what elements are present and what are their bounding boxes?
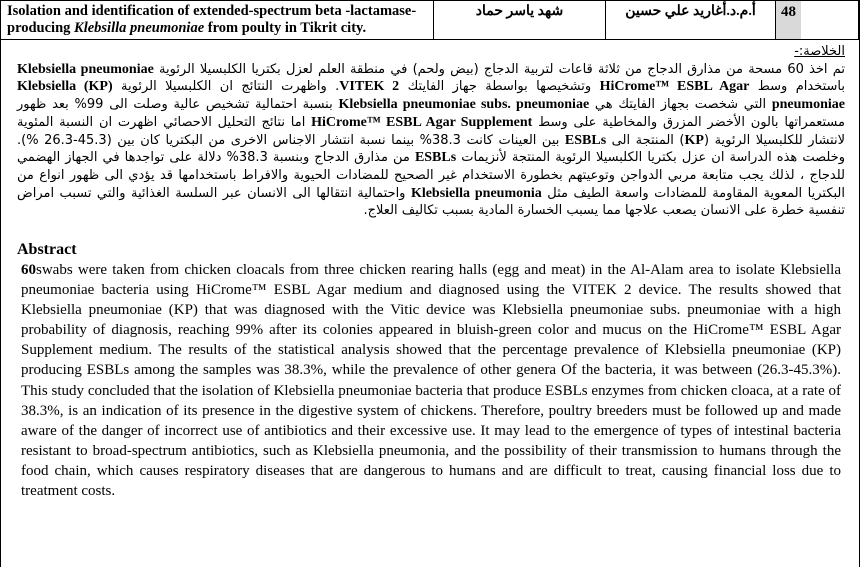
author-1: شهد ياسر حماد (434, 1, 606, 39)
ar-text: بين العينات كانت 38.3% بينما نسبة انتشار الاجناس الاخرى من البكتريا كان بين (45.3-26.3 %). وخلصت هذه الدراسة ان عزل بكتريا الكلبسيلا الرئوية المنتجة لأنزيمات (17, 132, 845, 166)
ar-text: واحتمالية انتقالها الى الانسان عبر السلسة الغذائية والتي تسبب امراض تنفسية خطرة على الانسان يصعب علاجها مما يسبب الخسارة المادية بسبب تكاليف العلاج. (17, 185, 845, 219)
arabic-abstract-heading: الخلاصة:- (794, 44, 845, 59)
ar-en-term: Klebsiella pneumonia (410, 185, 542, 201)
ar-text: . واظهرت النتائج ان الكلبسيلا الرئوية (112, 79, 340, 95)
ar-text: بنسبة احتمالية تشخيص عالية وصلت الى 99% بعد ظهور مستعمراتها بالون الأخضر المزرق والمخاطية على وسط (17, 97, 845, 130)
ar-text: باستخدام وسط (749, 79, 845, 95)
ar-text: وتشخيصها بواسطة جهاز الفايتك (399, 79, 600, 95)
ar-en-term: KP (684, 132, 704, 148)
ar-en-term: Klebsiella pneumoniae subs. pneumoniae (338, 97, 590, 113)
ar-text: اما نتائج التحليل الاحصائي اظهرت ان النسبة المئوية لانتشار للكلبسيلا الرئوية ( (17, 114, 846, 148)
ar-text: من مذارق الدجاج وبنسبة 38.3% دلالة على تواجدها في الجهاز الهضمي للدجاج ، لذلك يجب متابعة مربي الدواجن وتوعيتهم بخطورة الاستخدام غير الصحيح للمضادات الحيوية والافراط باستخدامها قد يؤدي الى ظهور انواع من البكتريا المعوية المقاومة للمضادات واسعة الطيف مثل (17, 150, 845, 201)
title-text-end: from poulty in Tikrit city. (204, 20, 367, 36)
entry-number: 48 (776, 1, 801, 39)
abstract-heading: Abstract (17, 241, 77, 258)
ar-en-term: HiCrome™ ESBL Agar Supplement (311, 114, 533, 130)
ar-en-term: Klebsiella pneumoniae (17, 61, 154, 77)
abstract-lead-number: 60 (21, 262, 36, 278)
ar-text: ) المنتجة الى (606, 132, 685, 148)
header-table-row (1, 0, 859, 40)
ar-en-term: ESBLs (564, 132, 607, 148)
abstract-body-text: swabs were taken from chicken cloacals from three chicken rearing halls (egg and meat) in the Al-Alam area to isolate Klebsiella pneumoniae bacteria using HiCrome™ ESBL Agar medium and diagnosed using the VITEK 2 device. The results showed that Klebsiella pneumoniae (KP) that was diagnosed with the Vitic device was Klebsiella pneumoniae subs. pneumoniae with a high probability of diagnosis, reaching 99% after its colonies appeared in bluish-green color and mucus on the HiCrome™ ESBL Agar Supplement medium. The results of the statistical analysis showed that the percentage prevalence of Klebsiella pneumoniae (KP) producing ESBLs among the samples was 38.3%, while the prevalence of other genera Of the bacteria, it was between (26.3-45.3%). This study concluded that the isolation of Klebsiella pneumoniae bacteria that produce ESBLs enzymes from chicken cloaca, at a rate of 38.3%, is an indication of its presence in the digestive system of chickens. Therefore, poultry breeders must be followed up and made aware of the danger of incorrect use of antibiotics and their excessive use. It may lead to the emergence of types of intestinal bacteria resistant to broad-spectrum antibiotics, such as Klebsiella pneumonia, and the possibility of their transmission to humans through the food chain, which causes respiratory diseases that are dangerous to humans and are difficult to treat, causing financial loss due to treatment costs. (21, 262, 841, 500)
arabic-abstract (17, 43, 845, 220)
title-italic-species: Klebsilla pneumoniae (74, 20, 205, 36)
english-abstract (17, 240, 841, 501)
ar-en-term: pneumoniae (771, 97, 845, 113)
ar-en-term: Klebsiella (KP) (17, 79, 113, 95)
ar-en-term: ESBLs (414, 150, 457, 166)
ar-text: تم اخذ 60 مسحة من مذارق الدجاج من ثلاثة قاعات لتربية الدجاج (بيض ولحم) في منطقة العلم لعزل بكتريا الكلبسيلا الرئوية (153, 61, 846, 77)
abstract-body (21, 260, 841, 501)
ar-text: التي شخصت بجهاز الفايتك هي (589, 97, 772, 113)
title-text: Isolation and identification of extended-spectrum beta -lactamase-producing (7, 3, 417, 36)
ar-en-term: HiCrome™ ESBL Agar (599, 79, 750, 95)
ar-en-term: VITEK 2 (339, 79, 400, 95)
empty-cell (801, 1, 859, 39)
paper-title (1, 1, 434, 39)
author-2: أ.م.د.أغاريد علي حسين (606, 1, 776, 39)
